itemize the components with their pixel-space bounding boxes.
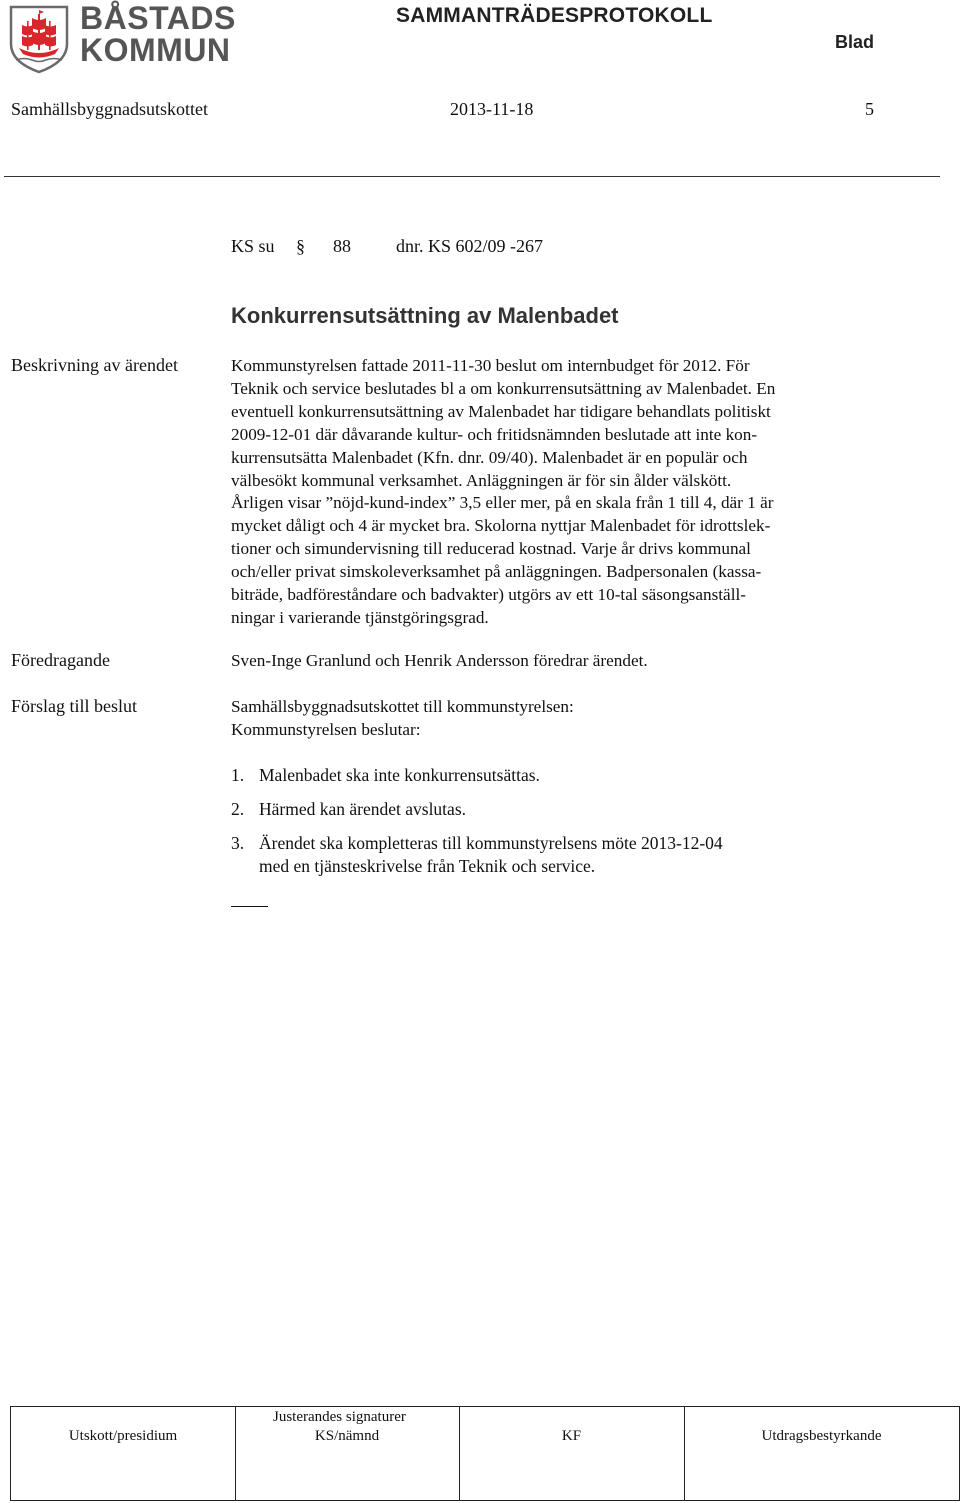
signature-column-label: KS/nämnd	[314, 1428, 380, 1444]
section-symbol: §	[296, 236, 305, 256]
signature-heading: Justerandes signaturer	[273, 1409, 406, 1425]
presenters-text: Sven-Inge Granlund och Henrik Andersson föredrar ärendet.	[231, 651, 648, 670]
signature-cell-committee	[11, 1407, 236, 1500]
decision-text: Ärendet ska kompletteras till kommunstyrelsens möte 2013-12-04	[259, 833, 723, 853]
description-line: ningar i varierande tjänstgöringsgrad.	[231, 607, 489, 627]
registration-number: dnr. KS 602/09 -267	[396, 236, 544, 256]
decision-item	[231, 764, 540, 787]
signature-cell-board	[235, 1407, 460, 1500]
decision-number: 2.	[231, 799, 245, 819]
meeting-date: 2013-11-18	[450, 99, 534, 119]
municipality-wordmark	[80, 2, 236, 66]
proposal-intro	[231, 696, 931, 742]
description-line: Teknik och service beslutades bl a om konkurrensutsättning av Malenbadet. En	[231, 378, 776, 398]
document-type-heading: SAMMANTRÄDESPROTOKOLL	[396, 4, 713, 27]
municipality-crest-icon	[8, 4, 70, 74]
description-line: mycket dåligt och 4 är mycket bra. Skolorna nyttjar Malenbadet för idrottslek-	[231, 516, 771, 536]
description-line: välbesökt kommunal verksamhet. Anläggningen är för sin ålder välskött.	[231, 470, 732, 490]
description-line: 2009-12-01 där dåvarande kultur- och fritidsnämnden beslutade att inte kon-	[231, 424, 758, 444]
description-line: tioner och simundervisning till reducerad kostnad. Varje år drivs kommunal	[231, 539, 751, 559]
decision-number: 1.	[231, 765, 245, 785]
description-line: och/eller privat simskoleverksamhet på anläggningen. Badpersonalen (kassa-	[231, 562, 762, 582]
description-text	[231, 355, 931, 630]
paragraph-number: 88	[333, 236, 351, 256]
presenters-label: Föredragande	[11, 650, 110, 670]
signature-cell-certification	[684, 1407, 959, 1500]
sheet-label: Blad	[835, 32, 875, 52]
decision-text-continued: med en tjänsteskrivelse från Teknik och service.	[259, 856, 596, 876]
decision-text: Härmed kan ärendet avslutas.	[259, 799, 467, 819]
proposal-line: Kommunstyrelsen beslutar:	[231, 719, 421, 739]
signature-column-label: Utdragsbestyrkande	[761, 1428, 882, 1444]
signature-column-label: Utskott/presidium	[68, 1428, 178, 1444]
page-number: 5	[865, 99, 874, 119]
brand-line-1: BÅSTADS	[80, 0, 236, 36]
decision-item	[231, 832, 723, 878]
description-label: Beskrivning av ärendet	[11, 355, 178, 375]
description-line: kurrensutsätta Malenbadet (Kfn. dnr. 09/40). Malenbadet är en populär och	[231, 447, 748, 467]
signature-cell-council	[459, 1407, 685, 1500]
decision-text: Malenbadet ska inte konkurrensutsättas.	[259, 765, 540, 785]
signature-column-label: KF	[561, 1428, 582, 1444]
proposal-line: Samhällsbyggnadsutskottet till kommunstyrelsen:	[231, 697, 574, 716]
matter-title: Konkurrensutsättning av Malenbadet	[231, 303, 619, 328]
decision-item	[231, 798, 466, 821]
brand-line-2: KOMMUN	[80, 32, 231, 68]
proposal-label: Förslag till beslut	[11, 696, 137, 716]
description-line: biträde, badföreståndare och badvakter) utgörs av ett 10-tal säsongsanställ-	[231, 585, 746, 605]
signature-table	[10, 1406, 960, 1501]
decision-number: 3.	[231, 833, 245, 853]
reference-unit: KS su	[231, 236, 275, 256]
section-end-rule	[231, 906, 268, 907]
committee-name: Samhällsbyggnadsutskottet	[11, 99, 208, 119]
header-divider	[4, 176, 940, 177]
description-line: Årligen visar ”nöjd-kund-index” 3,5 eller mer, på en skala från 1 till 4, där 1 är	[231, 493, 774, 513]
description-line: eventuell konkurrensutsättning av Malenbadet har tidigare behandlats politiskt	[231, 401, 771, 421]
description-line: Kommunstyrelsen fattade 2011-11-30 beslut om internbudget för 2012. För	[231, 356, 750, 375]
